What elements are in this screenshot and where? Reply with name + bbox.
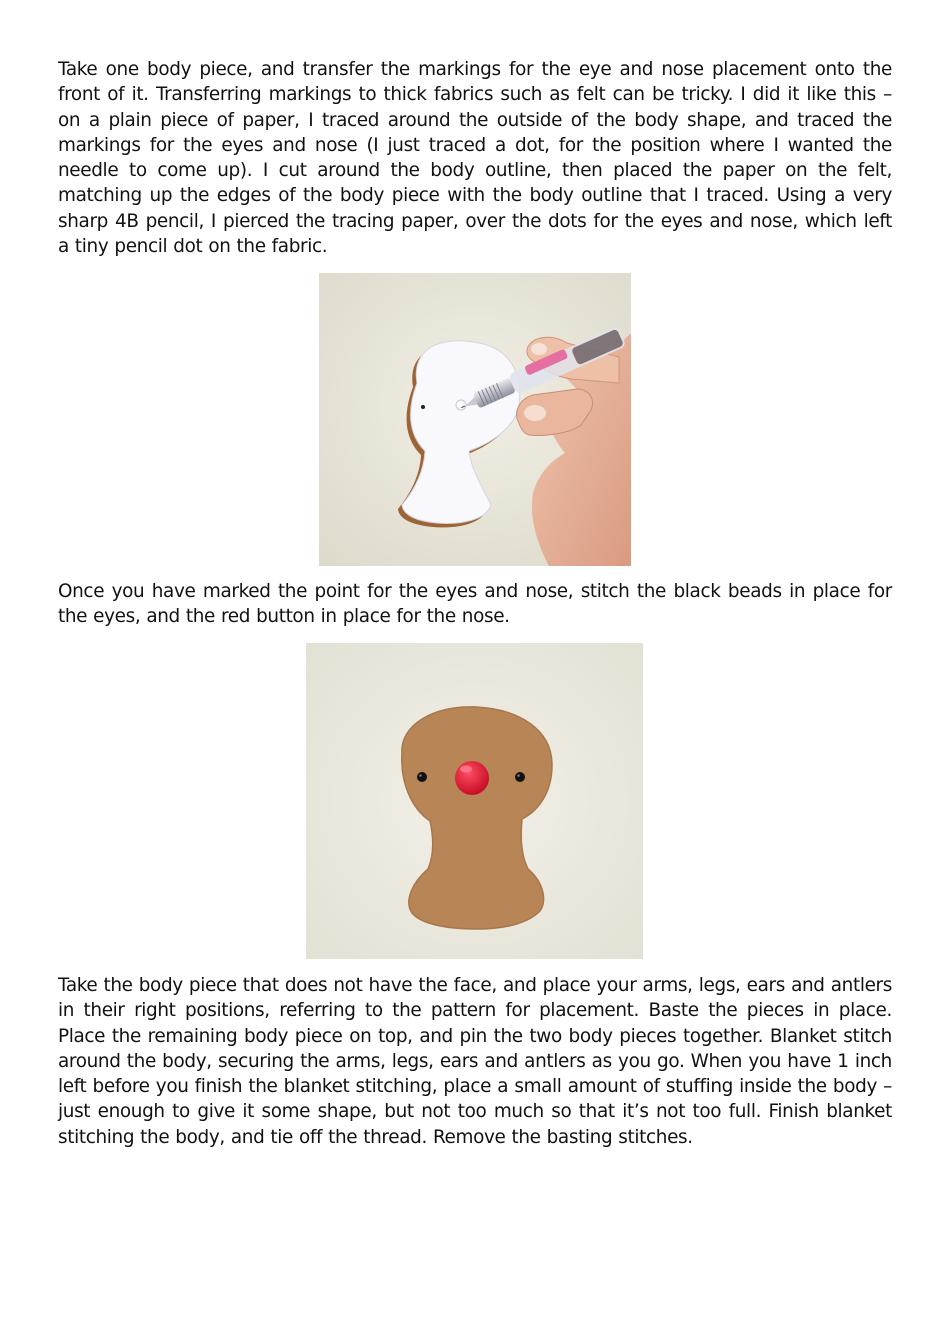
paragraph-assemble-body: Take the body piece that does not have the face, and place your arms, legs, ears and antlers in their right positions, referring to the pattern for placement. Baste the pieces in place. Place the remaining body piece on top, and pin the two body pieces together. Blanket stitch around the body, securing the arms, legs, ears and antlers as you go. When you have 1 inch left before you finish the blanket stitching, place a small amount of stuffing inside the body – just enough to give it some shape, but not too much so that it’s not too full. Finish blanket stitching the body, and tie off the thread. Remove the basting stitches. bbox=[58, 975, 892, 1148]
paragraph-transfer-markings: Take one body piece, and transfer the markings for the eye and nose placement onto the front of it. Transferring markings to thick fabrics such as felt can be tricky. I did it like this – on a plain piece of paper, I traced around the outside of the body shape, and traced the markings for the eyes and nose (I just traced a dot, for the position where I wanted the needle to come up). I cut around the body outline, then placed the paper on the felt, matching up the edges of the body piece with the body outline that I traced. Using a very sharp 4B pencil, I pierced the tracing paper, over the dots for the eyes and nose, which left a tiny pencil dot on the fabric. bbox=[58, 59, 892, 258]
paragraph-stitch-beads: Once you have marked the point for the eyes and nose, stitch the black beads in place for the eyes, and the red button in place for the nose. bbox=[58, 581, 892, 628]
reindeer-face-photo bbox=[306, 643, 643, 959]
pencil-tracing-photo bbox=[319, 273, 631, 566]
